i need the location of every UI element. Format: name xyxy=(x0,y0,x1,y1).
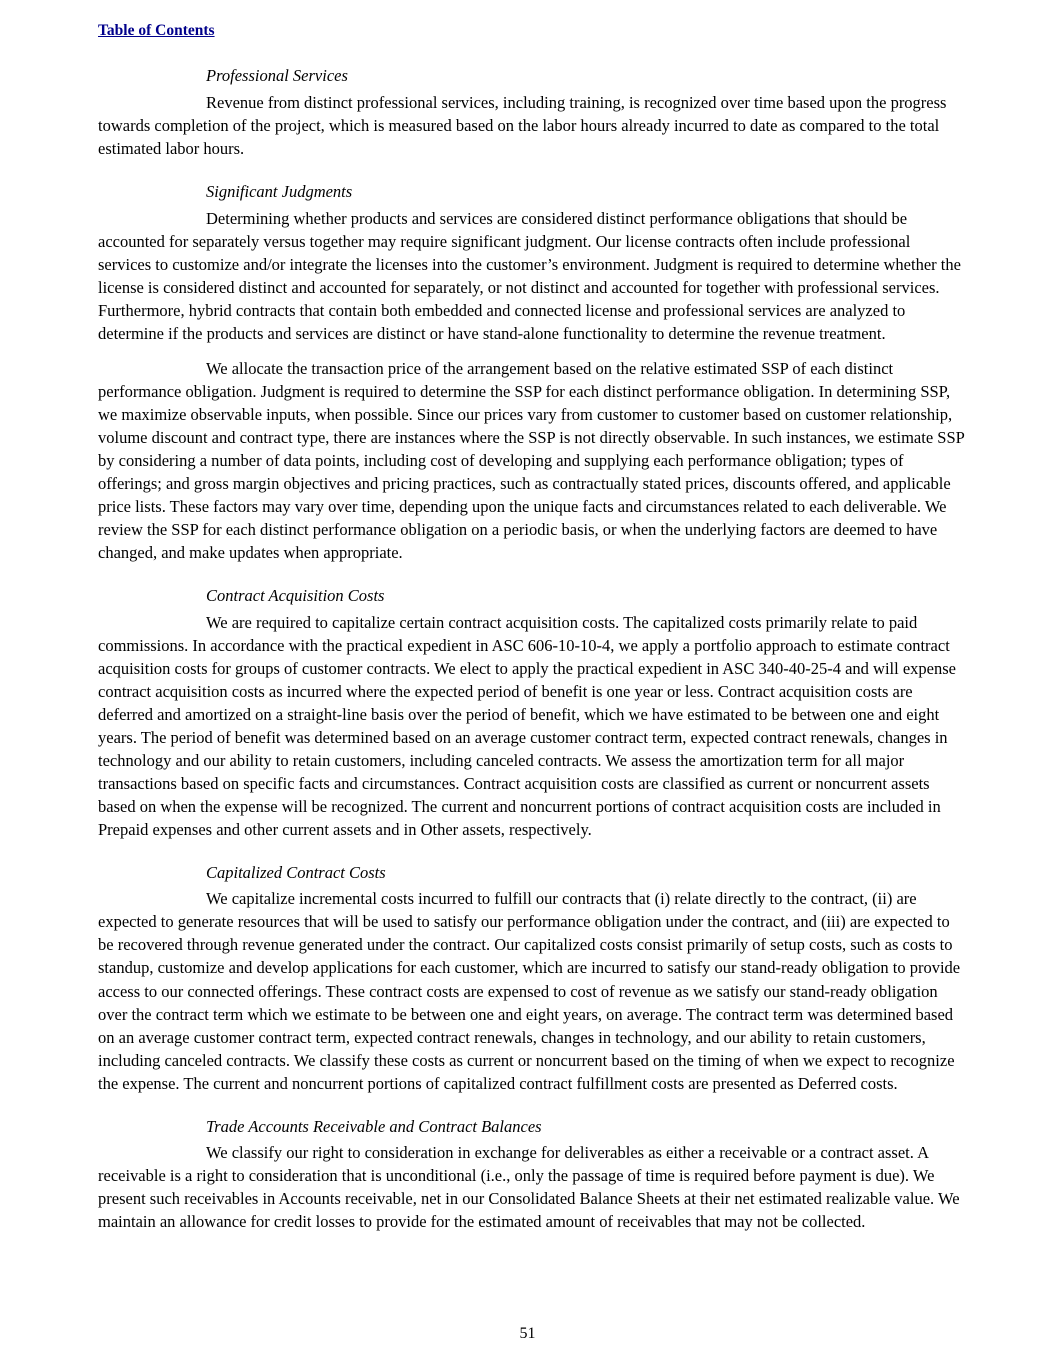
section-heading: Contract Acquisition Costs xyxy=(206,585,385,605)
section-professional-services xyxy=(98,64,965,160)
section-paragraph: We allocate the transaction price of the arrangement based on the relative estimated SSP of each distinct performance obligation. Judgment is required to determine the SSP for each distinct performance obligation. In determining SSP, we maximize observable inputs, when possible. Since our prices vary from customer to customer based on customer relationship, volume discount and contract type, there are instances where the SSP is not directly observable. In such instances, we estimate SSP by considering a number of data points, including cost of developing and supplying each performance obligation; types of offerings; and gross margin objectives and pricing practices, such as contractually stated prices, discounts offered, and applicable price lists. These factors may vary over time, depending upon the unique facts and circumstances related to each deliverable. We review the SSP for each distinct performance obligation on a periodic basis, or when the underlying factors are deemed to have changed, and make updates when appropriate. xyxy=(98,358,965,562)
section-heading: Significant Judgments xyxy=(206,181,353,201)
section-heading: Trade Accounts Receivable and Contract Balances xyxy=(206,1116,542,1136)
section-paragraph: We classify our right to consideration in exchange for deliverables as either a receivable or a contract asset. A receivable is a right to consideration that is unconditional (i.e., only the passage of time is required before payment is due). We present such receivables in Accounts receivable, net in our Consolidated Balance Sheets at their net estimated realizable value. We maintain an allowance for credit losses to provide for the estimated amount of receivables that may not be collected. xyxy=(98,1143,960,1232)
paragraph-spacer xyxy=(98,345,965,357)
section-paragraph: We are required to capitalize certain contract acquisition costs. The capitalized costs primarily relate to paid commissions. In accordance with the practical expedient in ASC 606-10-10-4, we apply a portfolio approach to estimate contract acquisition costs for groups of customer contracts. We elect to apply the practical expedient in ASC 340-40-25-4 and will expense contract acquisition costs as incurred where the expected period of benefit is one year or less. Contract acquisition costs are deferred and amortized on a straight-line basis over the period of benefit, which we have estimated to be between one and eight years. The period of benefit was determined based on an average customer contract term, expected contract renewals, changes in technology and our ability to retain customers, including canceled contracts. We assess the amortization term for all major transactions based on specific facts and circumstances. Contract acquisition costs are classified as current or noncurrent assets based on when the expense will be recognized. The current and noncurrent portions of contract acquisition costs are included in Prepaid expenses and other current assets and in Other assets, respectively. xyxy=(98,612,956,839)
table-of-contents-link[interactable]: Table of Contents xyxy=(98,22,215,39)
section-trade-accounts-receivable xyxy=(98,1115,965,1234)
section-paragraph: Revenue from distinct professional services, including training, is recognized over time based upon the progress towards completion of the project, which is measured based on the labor hours already incurred to date as compared to the total estimated labor hours. xyxy=(98,92,947,158)
page-number: 51 xyxy=(519,1325,536,1342)
section-significant-judgments xyxy=(98,180,965,564)
section-paragraph: Determining whether products and services are considered distinct performance obligations that should be accounted for separately versus together may require significant judgment. Our license contracts often include professional services to customize and/or integrate the licenses into the customer’s environment. Judgment is required to determine whether the license is considered distinct and accounted for separately, or not distinct and accounted for together with professional services. Furthermore, hybrid contracts that contain both embedded and connected license and professional services are analyzed to determine if the products and services are distinct or have stand-alone functionality to determine the revenue treatment. xyxy=(98,208,961,343)
section-capitalized-contract-costs xyxy=(98,861,965,1095)
section-paragraph: We capitalize incremental costs incurred to fulfill our contracts that (i) relate directly to the contract, (ii) are expected to generate resources that will be used to satisfy our performance obligation under the contract, and (iii) are expected to be recovered through revenue generated under the contract. Our capitalized costs consist primarily of setup costs, such as costs to standup, customize and develop applications for each customer, which are incurred to satisfy our stand-ready obligation to provide access to our connected offerings. These contract costs are expensed to cost of revenue as we satisfy our stand-ready obligation over the contract term which we estimate to be between one and eight years, on average. The contract term was determined based on an average customer contract term, expected contract renewals, changes in technology, and our ability to retain customers, including canceled contracts. We classify these costs as current or noncurrent based on the timing of when we expect to recognize the expense. The current and noncurrent portions of capitalized contract fulfillment costs are presented as Deferred costs. xyxy=(98,889,961,1093)
section-contract-acquisition-costs xyxy=(98,584,965,841)
section-heading: Professional Services xyxy=(206,66,348,85)
section-heading: Capitalized Contract Costs xyxy=(206,862,386,882)
